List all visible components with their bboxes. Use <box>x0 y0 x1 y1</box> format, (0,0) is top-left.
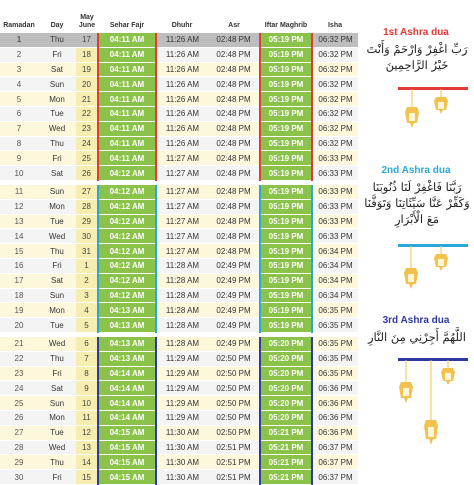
table-row <box>0 455 358 470</box>
fajr-time-cell: 04:11 AM <box>98 92 156 107</box>
fajr-time-cell: 04:12 AM <box>98 214 156 229</box>
isha-time-cell: 06:35 PM <box>312 303 358 318</box>
lantern-icon <box>433 246 449 276</box>
table-row <box>0 425 358 440</box>
asr-time-cell: 02:49 PM <box>208 303 260 318</box>
date-cell: 26 <box>76 166 98 181</box>
isha-time-cell: 06:33 PM <box>312 214 358 229</box>
asr-time-cell: 02:48 PM <box>208 244 260 259</box>
date-cell: 7 <box>76 351 98 366</box>
maghrib-time-cell: 05:19 PM <box>260 106 312 121</box>
ramadan-day-cell: 15 <box>0 244 38 259</box>
maghrib-time-cell: 05:20 PM <box>260 381 312 396</box>
fajr-time-cell: 04:14 AM <box>98 410 156 425</box>
fajr-time-cell: 04:12 AM <box>98 258 156 273</box>
weekday-cell: Fri <box>38 470 76 485</box>
timetable-body <box>0 33 358 484</box>
table-row <box>0 470 358 485</box>
lantern-icon <box>422 360 440 460</box>
asr-time-cell: 02:50 PM <box>208 351 260 366</box>
fajr-time-cell: 04:12 AM <box>98 273 156 288</box>
table-row <box>0 366 358 381</box>
fajr-time-cell: 04:15 AM <box>98 440 156 455</box>
dhuhr-time-cell: 11:26 AM <box>156 77 208 92</box>
dhuhr-time-cell: 11:26 AM <box>156 121 208 136</box>
ramadan-day-cell: 20 <box>0 318 38 333</box>
table-row <box>0 151 358 166</box>
maghrib-time-cell: 05:20 PM <box>260 366 312 381</box>
table-row <box>0 396 358 411</box>
ramadan-day-cell: 1 <box>0 33 38 47</box>
fajr-time-cell: 04:13 AM <box>98 351 156 366</box>
weekday-cell: Sat <box>38 62 76 77</box>
ramadan-day-cell: 3 <box>0 62 38 77</box>
asr-time-cell: 02:50 PM <box>208 366 260 381</box>
table-row <box>0 106 358 121</box>
dhuhr-time-cell: 11:28 AM <box>156 288 208 303</box>
isha-time-cell: 06:32 PM <box>312 62 358 77</box>
isha-time-cell: 06:32 PM <box>312 47 358 62</box>
fajr-time-cell: 04:11 AM <box>98 33 156 47</box>
dhuhr-time-cell: 11:27 AM <box>156 185 208 199</box>
date-cell: 18 <box>76 47 98 62</box>
weekday-cell: Fri <box>38 258 76 273</box>
dua-3-text <box>364 329 470 345</box>
maghrib-time-cell: 05:19 PM <box>260 199 312 214</box>
col-header-day: Day <box>50 22 64 29</box>
weekday-cell: Mon <box>38 92 76 107</box>
weekday-cell: Fri <box>38 366 76 381</box>
ramadan-day-cell: 21 <box>0 337 38 351</box>
date-cell: 13 <box>76 440 98 455</box>
table-row <box>0 351 358 366</box>
asr-time-cell: 02:48 PM <box>208 47 260 62</box>
ramadan-day-cell: 8 <box>0 136 38 151</box>
table-row <box>0 229 358 244</box>
weekday-cell: Sun <box>38 185 76 199</box>
fajr-time-cell: 04:12 AM <box>98 199 156 214</box>
asr-time-cell: 02:50 PM <box>208 381 260 396</box>
dhuhr-time-cell: 11:27 AM <box>156 214 208 229</box>
weekday-cell: Sun <box>38 77 76 92</box>
asr-time-cell: 02:51 PM <box>208 440 260 455</box>
lantern-icon <box>433 89 449 119</box>
table-row <box>0 214 358 229</box>
asr-time-cell: 02:48 PM <box>208 185 260 199</box>
dhuhr-time-cell: 11:26 AM <box>156 62 208 77</box>
date-cell: 14 <box>76 455 98 470</box>
table-row <box>0 33 358 47</box>
ramadan-day-cell: 2 <box>0 47 38 62</box>
weekday-cell: Tue <box>38 318 76 333</box>
ramadan-day-cell: 14 <box>0 229 38 244</box>
isha-time-cell: 06:35 PM <box>312 318 358 333</box>
asr-time-cell: 02:48 PM <box>208 136 260 151</box>
asr-time-cell: 02:48 PM <box>208 92 260 107</box>
maghrib-time-cell: 05:19 PM <box>260 47 312 62</box>
table-row <box>0 258 358 273</box>
col-header-asr: Asr <box>228 22 240 29</box>
ramadan-day-cell: 6 <box>0 106 38 121</box>
asr-time-cell: 02:50 PM <box>208 425 260 440</box>
weekday-cell: Sat <box>38 273 76 288</box>
date-cell: 3 <box>76 288 98 303</box>
asr-time-cell: 02:49 PM <box>208 273 260 288</box>
asr-time-cell: 02:50 PM <box>208 410 260 425</box>
dua-1-line: رَبِّ اغْفِرْ وَارْحَمْ وَأَنْتَ <box>366 42 468 56</box>
dhuhr-time-cell: 11:26 AM <box>156 92 208 107</box>
weekday-cell: Fri <box>38 47 76 62</box>
table-row <box>0 121 358 136</box>
ramadan-day-cell: 17 <box>0 273 38 288</box>
fajr-time-cell: 04:12 AM <box>98 288 156 303</box>
date-cell: 11 <box>76 410 98 425</box>
ramadan-day-cell: 9 <box>0 151 38 166</box>
dhuhr-time-cell: 11:29 AM <box>156 410 208 425</box>
table-row <box>0 273 358 288</box>
weekday-cell: Sun <box>38 288 76 303</box>
ramadan-day-cell: 28 <box>0 440 38 455</box>
isha-time-cell: 06:36 PM <box>312 381 358 396</box>
date-cell: 5 <box>76 318 98 333</box>
isha-time-cell: 06:34 PM <box>312 273 358 288</box>
asr-time-cell: 02:51 PM <box>208 455 260 470</box>
dua-2-line: رَبَّنَا فَاغْفِرْ لَنَا ذُنُوبَنَا <box>372 180 462 194</box>
isha-time-cell: 06:32 PM <box>312 106 358 121</box>
date-cell: 27 <box>76 185 98 199</box>
ashra-duas-panel <box>358 0 474 473</box>
ramadan-day-cell: 13 <box>0 214 38 229</box>
isha-time-cell: 06:34 PM <box>312 244 358 259</box>
ramadan-day-cell: 16 <box>0 258 38 273</box>
date-cell: 19 <box>76 62 98 77</box>
fajr-time-cell: 04:11 AM <box>98 151 156 166</box>
table-row <box>0 92 358 107</box>
isha-time-cell: 06:36 PM <box>312 425 358 440</box>
date-cell: 24 <box>76 136 98 151</box>
dua-1-title: 1st Ashra dua <box>383 27 449 38</box>
dhuhr-time-cell: 11:26 AM <box>156 47 208 62</box>
maghrib-time-cell: 05:19 PM <box>260 185 312 199</box>
maghrib-time-cell: 05:21 PM <box>260 440 312 455</box>
table-row <box>0 244 358 259</box>
maghrib-time-cell: 05:20 PM <box>260 396 312 411</box>
maghrib-time-cell: 05:19 PM <box>260 258 312 273</box>
date-cell: 29 <box>76 214 98 229</box>
isha-time-cell: 06:33 PM <box>312 151 358 166</box>
isha-time-cell: 06:32 PM <box>312 136 358 151</box>
table-row <box>0 185 358 199</box>
fajr-time-cell: 04:12 AM <box>98 185 156 199</box>
fajr-time-cell: 04:14 AM <box>98 366 156 381</box>
dhuhr-time-cell: 11:29 AM <box>156 396 208 411</box>
col-header-ramadan: Ramadan <box>3 22 35 29</box>
weekday-cell: Wed <box>38 229 76 244</box>
fajr-time-cell: 04:11 AM <box>98 136 156 151</box>
ramadan-day-cell: 26 <box>0 410 38 425</box>
maghrib-time-cell: 05:19 PM <box>260 166 312 181</box>
isha-time-cell: 06:33 PM <box>312 166 358 181</box>
maghrib-time-cell: 05:20 PM <box>260 410 312 425</box>
weekday-cell: Mon <box>38 199 76 214</box>
dua-2-line: مَعَ الْأَبْرَارِ <box>395 212 439 226</box>
weekday-cell: Mon <box>38 303 76 318</box>
asr-time-cell: 02:48 PM <box>208 77 260 92</box>
table-row <box>0 199 358 214</box>
maghrib-time-cell: 05:19 PM <box>260 273 312 288</box>
date-cell: 28 <box>76 199 98 214</box>
date-cell: 25 <box>76 151 98 166</box>
maghrib-time-cell: 05:19 PM <box>260 121 312 136</box>
weekday-cell: Thu <box>38 455 76 470</box>
date-cell: 4 <box>76 303 98 318</box>
isha-time-cell: 06:33 PM <box>312 229 358 244</box>
dhuhr-time-cell: 11:29 AM <box>156 366 208 381</box>
date-cell: 8 <box>76 366 98 381</box>
dhuhr-time-cell: 11:26 AM <box>156 136 208 151</box>
isha-time-cell: 06:35 PM <box>312 351 358 366</box>
dhuhr-time-cell: 11:27 AM <box>156 244 208 259</box>
date-cell: 30 <box>76 229 98 244</box>
maghrib-time-cell: 05:19 PM <box>260 214 312 229</box>
col-header-isha: Isha <box>327 22 342 29</box>
maghrib-time-cell: 05:19 PM <box>260 92 312 107</box>
date-cell: 15 <box>76 470 98 485</box>
ramadan-day-cell: 19 <box>0 303 38 318</box>
weekday-cell: Tue <box>38 425 76 440</box>
table-row <box>0 303 358 318</box>
col-header-dhuhr: Dhuhr <box>171 22 193 29</box>
dhuhr-time-cell: 11:27 AM <box>156 166 208 181</box>
dhuhr-time-cell: 11:30 AM <box>156 440 208 455</box>
ramadan-day-cell: 12 <box>0 199 38 214</box>
fajr-time-cell: 04:11 AM <box>98 47 156 62</box>
date-cell: 2 <box>76 273 98 288</box>
dhuhr-time-cell: 11:27 AM <box>156 199 208 214</box>
asr-time-cell: 02:48 PM <box>208 106 260 121</box>
table-row <box>0 318 358 333</box>
ramadan-day-cell: 22 <box>0 351 38 366</box>
fajr-time-cell: 04:15 AM <box>98 470 156 485</box>
table-row <box>0 166 358 181</box>
isha-time-cell: 06:37 PM <box>312 440 358 455</box>
fajr-time-cell: 04:11 AM <box>98 106 156 121</box>
date-cell: 21 <box>76 92 98 107</box>
weekday-cell: Sat <box>38 166 76 181</box>
dua-1-line: خَيْرُ الرَّاحِمِينَ <box>385 58 449 72</box>
fajr-time-cell: 04:13 AM <box>98 303 156 318</box>
ramadan-day-cell: 11 <box>0 185 38 199</box>
ramadan-day-cell: 27 <box>0 425 38 440</box>
ramadan-day-cell: 7 <box>0 121 38 136</box>
isha-time-cell: 06:32 PM <box>312 92 358 107</box>
lantern-icon <box>402 246 420 296</box>
weekday-cell: Wed <box>38 121 76 136</box>
maghrib-time-cell: 05:19 PM <box>260 77 312 92</box>
table-row <box>0 337 358 351</box>
weekday-cell: Thu <box>38 33 76 47</box>
maghrib-time-cell: 05:19 PM <box>260 244 312 259</box>
weekday-cell: Sat <box>38 381 76 396</box>
isha-time-cell: 06:32 PM <box>312 121 358 136</box>
maghrib-time-cell: 05:19 PM <box>260 33 312 47</box>
date-cell: 23 <box>76 121 98 136</box>
weekday-cell: Mon <box>38 410 76 425</box>
dhuhr-time-cell: 11:29 AM <box>156 351 208 366</box>
isha-time-cell: 06:33 PM <box>312 199 358 214</box>
isha-time-cell: 06:37 PM <box>312 470 358 485</box>
isha-time-cell: 06:37 PM <box>312 455 358 470</box>
fajr-time-cell: 04:11 AM <box>98 121 156 136</box>
date-cell: 6 <box>76 337 98 351</box>
dhuhr-time-cell: 11:28 AM <box>156 273 208 288</box>
isha-time-cell: 06:36 PM <box>312 396 358 411</box>
date-cell: 31 <box>76 244 98 259</box>
weekday-cell: Thu <box>38 351 76 366</box>
table-row <box>0 440 358 455</box>
date-cell: 22 <box>76 106 98 121</box>
maghrib-time-cell: 05:19 PM <box>260 318 312 333</box>
ramadan-day-cell: 4 <box>0 77 38 92</box>
maghrib-time-cell: 05:21 PM <box>260 455 312 470</box>
ramadan-day-cell: 24 <box>0 381 38 396</box>
isha-time-cell: 06:36 PM <box>312 410 358 425</box>
dhuhr-time-cell: 11:30 AM <box>156 455 208 470</box>
fajr-time-cell: 04:12 AM <box>98 244 156 259</box>
weekday-cell: Wed <box>38 337 76 351</box>
weekday-cell: Thu <box>38 244 76 259</box>
maghrib-time-cell: 05:19 PM <box>260 303 312 318</box>
asr-time-cell: 02:48 PM <box>208 62 260 77</box>
ramadan-day-cell: 29 <box>0 455 38 470</box>
fajr-time-cell: 04:15 AM <box>98 455 156 470</box>
isha-time-cell: 06:34 PM <box>312 288 358 303</box>
col-header-maghrib: Iftar Maghrib <box>264 22 308 29</box>
fajr-time-cell: 04:13 AM <box>98 337 156 351</box>
isha-time-cell: 06:35 PM <box>312 366 358 381</box>
weekday-cell: Wed <box>38 440 76 455</box>
lantern-icon <box>403 89 421 134</box>
dhuhr-time-cell: 11:27 AM <box>156 229 208 244</box>
table-row <box>0 136 358 151</box>
ramadan-day-cell: 18 <box>0 288 38 303</box>
maghrib-time-cell: 05:19 PM <box>260 136 312 151</box>
dua-3-title: 3rd Ashra dua <box>382 315 450 326</box>
maghrib-time-cell: 05:19 PM <box>260 288 312 303</box>
dhuhr-time-cell: 11:28 AM <box>156 337 208 351</box>
asr-time-cell: 02:49 PM <box>208 318 260 333</box>
maghrib-time-cell: 05:20 PM <box>260 351 312 366</box>
fajr-time-cell: 04:11 AM <box>98 77 156 92</box>
dua-1-text <box>364 41 470 73</box>
date-cell: 10 <box>76 396 98 411</box>
ramadan-day-cell: 30 <box>0 470 38 485</box>
dhuhr-time-cell: 11:28 AM <box>156 318 208 333</box>
asr-time-cell: 02:48 PM <box>208 199 260 214</box>
asr-time-cell: 02:49 PM <box>208 258 260 273</box>
weekday-cell: Fri <box>38 151 76 166</box>
asr-time-cell: 02:51 PM <box>208 470 260 485</box>
isha-time-cell: 06:32 PM <box>312 77 358 92</box>
asr-time-cell: 02:49 PM <box>208 337 260 351</box>
weekday-cell: Sun <box>38 396 76 411</box>
dhuhr-time-cell: 11:26 AM <box>156 33 208 47</box>
date-cell: 12 <box>76 425 98 440</box>
dhuhr-time-cell: 11:30 AM <box>156 470 208 485</box>
date-cell: 1 <box>76 258 98 273</box>
asr-time-cell: 02:48 PM <box>208 33 260 47</box>
maghrib-time-cell: 05:21 PM <box>260 470 312 485</box>
fajr-time-cell: 04:14 AM <box>98 381 156 396</box>
maghrib-time-cell: 05:19 PM <box>260 62 312 77</box>
dua-3-line: اللَّهُمَّ أَجِرْنِي مِنَ النَّارِ <box>367 330 466 344</box>
fajr-time-cell: 04:14 AM <box>98 396 156 411</box>
date-cell: 9 <box>76 381 98 396</box>
table-row <box>0 77 358 92</box>
ramadan-day-cell: 23 <box>0 366 38 381</box>
maghrib-time-cell: 05:19 PM <box>260 229 312 244</box>
dhuhr-time-cell: 11:28 AM <box>156 303 208 318</box>
dua-2-line: وَكَفِّرْ عَنَّا سَيِّئَاتِنَا وَتَوَفَّنَا <box>364 196 470 210</box>
asr-time-cell: 02:48 PM <box>208 121 260 136</box>
lantern-icon <box>440 360 456 390</box>
asr-time-cell: 02:48 PM <box>208 166 260 181</box>
maghrib-time-cell: 05:20 PM <box>260 337 312 351</box>
maghrib-time-cell: 05:19 PM <box>260 151 312 166</box>
isha-time-cell: 06:35 PM <box>312 337 358 351</box>
fajr-time-cell: 04:11 AM <box>98 62 156 77</box>
isha-time-cell: 06:33 PM <box>312 185 358 199</box>
ramadan-day-cell: 25 <box>0 396 38 411</box>
table-row <box>0 47 358 62</box>
table-row <box>0 381 358 396</box>
weekday-cell: Tue <box>38 106 76 121</box>
dhuhr-time-cell: 11:28 AM <box>156 258 208 273</box>
isha-time-cell: 06:34 PM <box>312 258 358 273</box>
fajr-time-cell: 04:15 AM <box>98 425 156 440</box>
date-cell: 20 <box>76 77 98 92</box>
lantern-icon <box>398 360 414 410</box>
weekday-cell: Tue <box>38 214 76 229</box>
col-header-date: May June <box>78 14 96 29</box>
dua-2-text <box>364 179 470 227</box>
asr-time-cell: 02:48 PM <box>208 151 260 166</box>
asr-time-cell: 02:49 PM <box>208 288 260 303</box>
fajr-time-cell: 04:12 AM <box>98 229 156 244</box>
dua-2-title: 2nd Ashra dua <box>381 165 451 176</box>
ramadan-day-cell: 5 <box>0 92 38 107</box>
fajr-time-cell: 04:13 AM <box>98 318 156 333</box>
table-row <box>0 410 358 425</box>
dhuhr-time-cell: 11:29 AM <box>156 381 208 396</box>
ramadan-day-cell: 10 <box>0 166 38 181</box>
fajr-time-cell: 04:12 AM <box>98 166 156 181</box>
table-row <box>0 288 358 303</box>
asr-time-cell: 02:50 PM <box>208 396 260 411</box>
asr-time-cell: 02:48 PM <box>208 214 260 229</box>
isha-time-cell: 06:32 PM <box>312 33 358 47</box>
weekday-cell: Thu <box>38 136 76 151</box>
asr-time-cell: 02:48 PM <box>208 229 260 244</box>
maghrib-time-cell: 05:21 PM <box>260 425 312 440</box>
table-row <box>0 62 358 77</box>
dhuhr-time-cell: 11:30 AM <box>156 425 208 440</box>
col-header-fajr: Sehar Fajr <box>109 22 145 29</box>
date-cell: 17 <box>76 33 98 47</box>
dhuhr-time-cell: 11:26 AM <box>156 106 208 121</box>
dhuhr-time-cell: 11:27 AM <box>156 151 208 166</box>
